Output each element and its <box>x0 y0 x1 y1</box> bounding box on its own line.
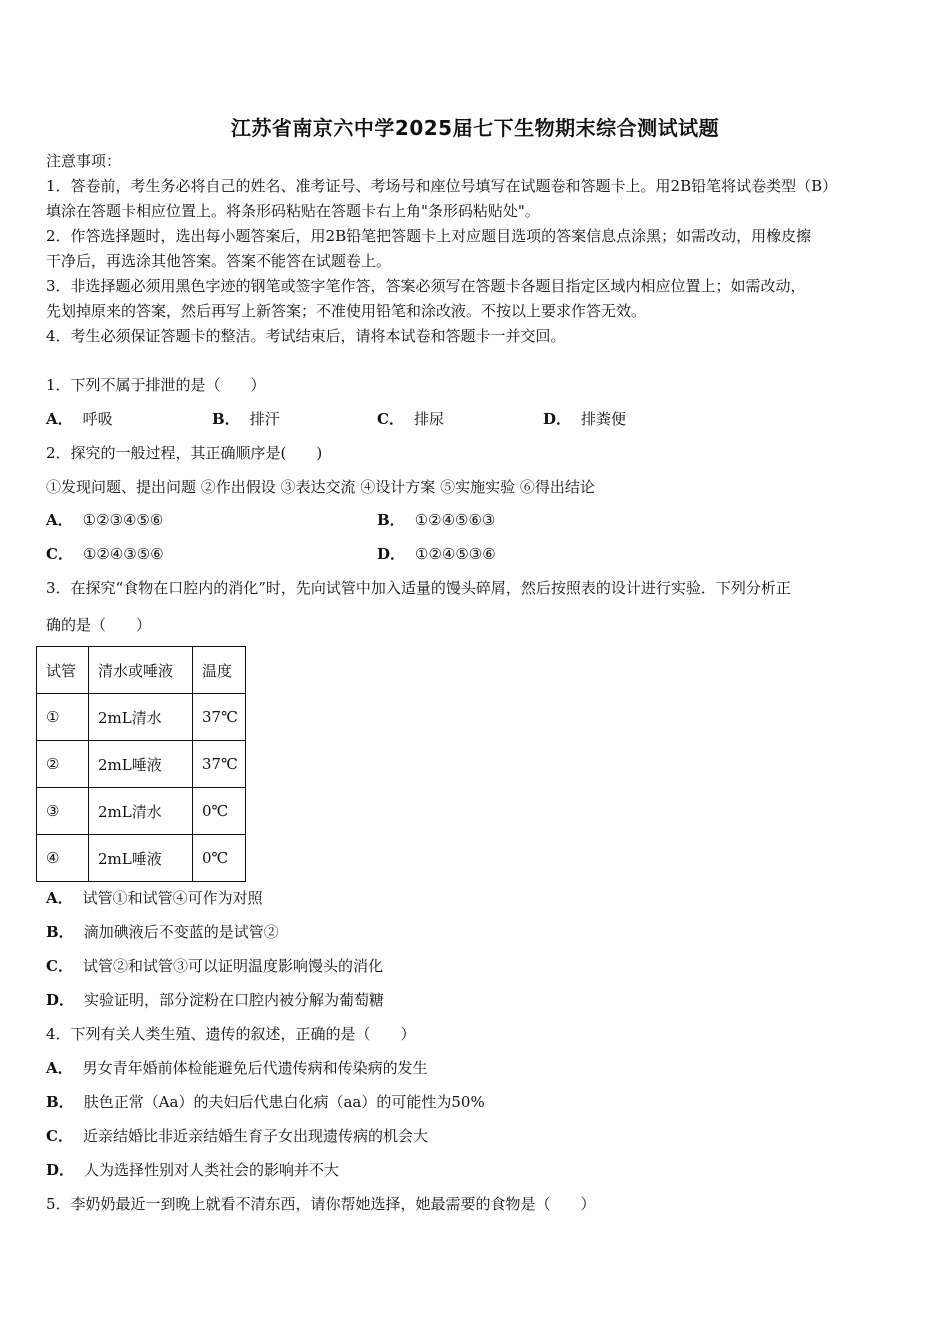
q2-option-b <box>377 509 495 531</box>
option-label: B． <box>46 923 74 941</box>
table-cell: 2mL清水 <box>89 788 193 835</box>
table-cell: 2mL唾液 <box>89 835 193 882</box>
option-text: 排汗 <box>249 410 280 428</box>
option-text: 排粪便 <box>581 410 627 428</box>
notice-line: 先划掉原来的答案，然后再写上新答案；不准使用铅笔和涂改液。不按以上要求作答无效。 <box>46 302 647 320</box>
table-header-cell: 试管 <box>37 647 89 694</box>
option-label: C． <box>46 1127 73 1145</box>
option-text: 近亲结婚比非近亲结婚生育子女出现遗传病的机会大 <box>82 1127 428 1145</box>
table-cell: 0℃ <box>193 788 246 835</box>
notice-line: 3．非选择题必须用黑色字迹的钢笔或签字笔作答，答案必须写在答题卡各题目指定区域内相应位置上；如需改动， <box>46 277 806 295</box>
notice-line: 干净后，再选涂其他答案。答案不能答在试题卷上。 <box>46 252 392 270</box>
question-2-stem: 2．探究的一般过程，其正确顺序是( ) <box>46 444 323 462</box>
table-cell: 0℃ <box>193 835 246 882</box>
table-cell: ③ <box>37 788 89 835</box>
table-cell: 37℃ <box>193 741 246 788</box>
table-cell: ① <box>37 694 89 741</box>
q1-option-c <box>377 408 444 430</box>
option-text: 肤色正常（Aa）的夫妇后代患白化病（aa）的可能性为50% <box>83 1093 485 1111</box>
table-row <box>37 694 246 741</box>
option-label: D． <box>46 991 75 1009</box>
option-label: B． <box>212 410 240 428</box>
q4-option-a <box>46 1057 428 1079</box>
q4-option-d <box>46 1159 339 1181</box>
table-row <box>37 835 246 882</box>
question-2-steps: ①发现问题、提出问题 ②作出假设 ③表达交流 ④设计方案 ⑤实施实验 ⑥得出结论 <box>46 478 595 496</box>
question-4-stem: 4．下列有关人类生殖、遗传的叙述，正确的是（ ） <box>46 1025 416 1043</box>
option-label: A． <box>46 1059 73 1077</box>
q4-option-c <box>46 1125 428 1147</box>
option-text: 试管①和试管④可作为对照 <box>82 889 263 907</box>
notice-line: 2．作答选择题时，选出每小题答案后，用2B铅笔把答题卡上对应题目选项的答案信息点涂黑；如需改动，用橡皮擦 <box>46 227 812 245</box>
q3-option-b <box>46 921 279 943</box>
experiment-table <box>36 646 246 882</box>
table-cell: ④ <box>37 835 89 882</box>
option-label: B． <box>46 1093 74 1111</box>
option-text: 排尿 <box>413 410 444 428</box>
option-label: D． <box>46 1161 75 1179</box>
table-header-cell: 温度 <box>193 647 246 694</box>
option-label: A． <box>46 511 73 529</box>
option-label: C． <box>46 545 73 563</box>
table-header-row <box>37 647 246 694</box>
option-label: C． <box>46 957 73 975</box>
q1-option-a <box>46 408 113 430</box>
notice-line: 4．考生必须保证答题卡的整洁。考试结束后，请将本试卷和答题卡一并交回。 <box>46 327 566 345</box>
option-text: 滴加碘液后不变蓝的是试管② <box>83 923 279 941</box>
option-text: 实验证明，部分淀粉在口腔内被分解为葡萄糖 <box>84 991 385 1009</box>
q1-option-d <box>543 408 626 430</box>
q2-option-c <box>46 543 164 565</box>
notice-heading: 注意事项： <box>46 152 122 170</box>
q2-option-d <box>377 543 496 565</box>
table-header-cell: 清水或唾液 <box>89 647 193 694</box>
table-cell: ② <box>37 741 89 788</box>
question-3-stem-continued: 确的是（ ） <box>46 616 152 634</box>
exam-title: 江苏省南京六中学2025届七下生物期末综合测试试题 <box>230 116 720 140</box>
option-label: A． <box>46 410 73 428</box>
question-3-stem: 3．在探究“食物在口腔内的消化”时，先向试管中加入适量的馒头碎屑，然后按照表的设计进行实验．下列分析正 <box>46 579 791 597</box>
option-label: A． <box>46 889 73 907</box>
option-label: D． <box>543 410 572 428</box>
question-5-stem: 5．李奶奶最近一到晚上就看不清东西，请你帮她选择，她最需要的食物是（ ） <box>46 1195 596 1213</box>
option-text: ①②④⑤③⑥ <box>415 545 496 563</box>
option-label: D． <box>377 545 406 563</box>
table-row <box>37 741 246 788</box>
q2-option-a <box>46 509 163 531</box>
option-text: 呼吸 <box>82 410 113 428</box>
option-text: ①②④⑤⑥③ <box>414 511 496 529</box>
option-text: 试管②和试管③可以证明温度影响馒头的消化 <box>82 957 383 975</box>
q3-option-c <box>46 955 383 977</box>
table-cell: 37℃ <box>193 694 246 741</box>
question-1-stem: 1．下列不属于排泄的是（ ） <box>46 376 266 394</box>
table-cell: 2mL唾液 <box>89 741 193 788</box>
option-text: 男女青年婚前体检能避免后代遗传病和传染病的发生 <box>82 1059 428 1077</box>
q1-option-b <box>212 408 280 430</box>
table-row <box>37 788 246 835</box>
q3-option-a <box>46 887 263 909</box>
option-text: ①②③④⑤⑥ <box>82 511 164 529</box>
option-text: ①②④③⑤⑥ <box>82 545 164 563</box>
q3-option-d <box>46 989 384 1011</box>
option-label: C． <box>377 410 404 428</box>
notice-line: 填涂在答题卡相应位置上。将条形码粘贴在答题卡右上角"条形码粘贴处"。 <box>46 202 540 220</box>
notice-line: 1．答卷前，考生务必将自己的姓名、准考证号、考场号和座位号填写在试题卷和答题卡上。用2B铅笔将试卷类型（B） <box>46 177 838 195</box>
q4-option-b <box>46 1091 485 1113</box>
option-text: 人为选择性别对人类社会的影响并不大 <box>84 1161 340 1179</box>
option-label: B． <box>377 511 405 529</box>
table-cell: 2mL清水 <box>89 694 193 741</box>
